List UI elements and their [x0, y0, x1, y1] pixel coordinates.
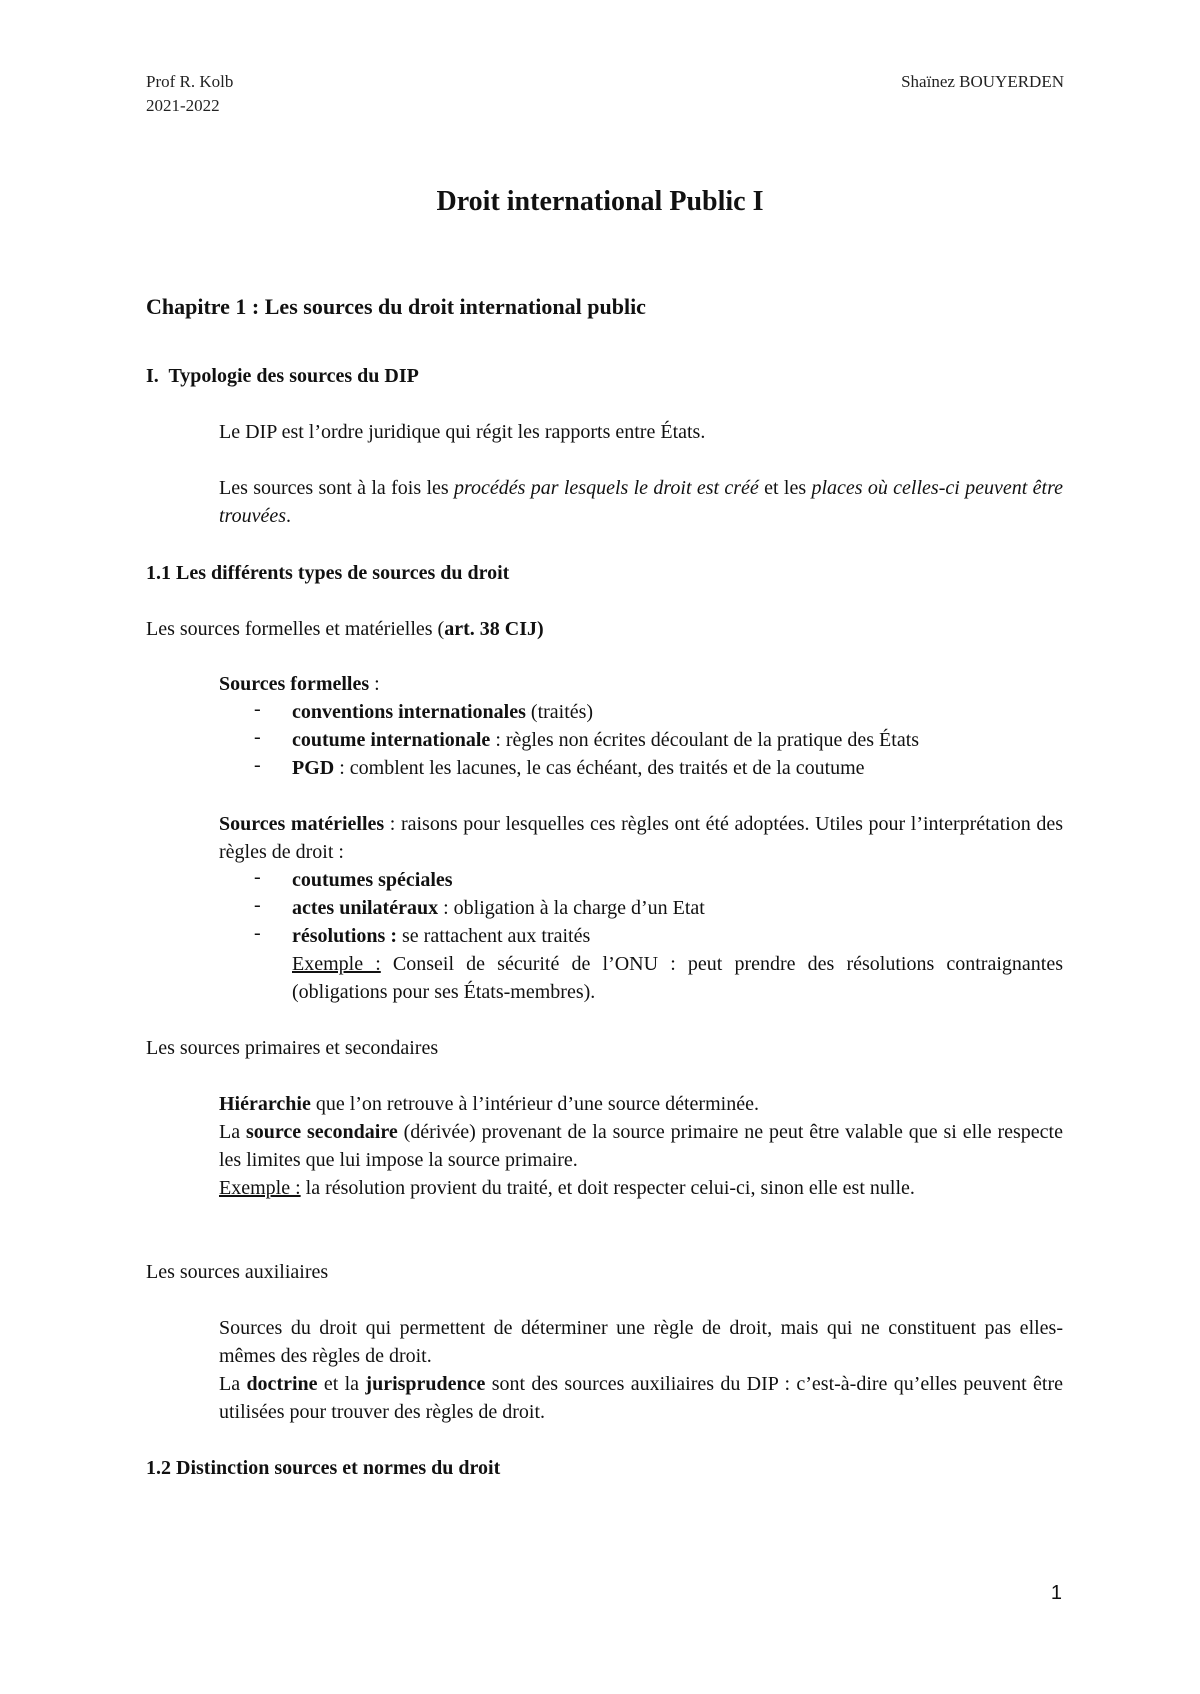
header-student: Shaïnez BOUYERDEN — [901, 72, 1064, 91]
list-item: coutumes spéciales — [292, 869, 453, 891]
page-number: 1 — [1050, 1582, 1062, 1604]
list-item: coutume internationale : règles non écrites découlant de la pratique des États — [292, 729, 920, 751]
paragraph: Les sources sont à la fois les procédés par lesquels le droit est créé et les places où celles-ci peuvent être trouvées. — [219, 477, 1063, 527]
header-professor: Prof R. Kolb — [146, 72, 234, 91]
sub-heading: Les sources formelles et matérielles (art. 38 CIJ) — [146, 618, 544, 640]
subsection-heading: 1.1 Les différents types de sources du droit — [146, 562, 510, 584]
paragraph: Sources matérielles : raisons pour lesquelles ces règles ont été adoptées. Utiles pour l’interprétation des règles de droit : — [219, 813, 1063, 863]
section-heading — [146, 362, 419, 390]
section-number: I. — [146, 365, 159, 387]
list-item: PGD : comblent les lacunes, le cas échéant, des traités et de la coutume — [292, 757, 865, 779]
header-year: 2021-2022 — [146, 96, 220, 115]
list-item: conventions internationales (traités) — [292, 701, 594, 723]
bullet: - — [254, 894, 261, 916]
paragraph: La doctrine et la jurisprudence sont des sources auxiliaires du DIP : c’est-à-dire qu’elles peuvent être utilisées pour trouver des règles de droit. — [219, 1373, 1064, 1423]
bullet: - — [254, 866, 261, 888]
label-line: Sources formelles : — [219, 673, 380, 695]
example-note: Exemple : Conseil de sécurité de l’ONU : peut prendre des résolutions contraignantes (obligations pour ses États-membres). — [292, 953, 1063, 1003]
subsection-heading: 1.2 Distinction sources et normes du droit — [146, 1457, 501, 1479]
sub-heading: Les sources auxiliaires — [146, 1261, 329, 1283]
section-title: Typologie des sources du DIP — [168, 365, 419, 387]
list-item: actes unilatéraux : obligation à la charge d’un Etat — [292, 897, 705, 919]
list-item: résolutions : se rattachent aux traités — [292, 925, 591, 947]
document-title: Droit international Public I — [436, 186, 764, 217]
bullet: - — [254, 726, 261, 748]
paragraph: Hiérarchie que l’on retrouve à l’intérieur d’une source déterminée. — [219, 1093, 759, 1115]
bullet: - — [254, 698, 261, 720]
bullet: - — [254, 754, 261, 776]
paragraph: La source secondaire (dérivée) provenant de la source primaire ne peut être valable que si elle respecte les limites que lui impose la source primaire. — [219, 1121, 1063, 1171]
paragraph: Sources du droit qui permettent de déterminer une règle de droit, mais qui ne constituent pas elles-mêmes des règles de droit. — [219, 1317, 1063, 1367]
paragraph: Le DIP est l’ordre juridique qui régit les rapports entre États. — [219, 421, 706, 443]
bullet: - — [254, 922, 261, 944]
sub-heading: Les sources primaires et secondaires — [146, 1037, 439, 1059]
chapter-heading: Chapitre 1 : Les sources du droit international public — [146, 294, 646, 319]
example-note: Exemple : la résolution provient du traité, et doit respecter celui-ci, sinon elle est nulle. — [219, 1177, 915, 1199]
